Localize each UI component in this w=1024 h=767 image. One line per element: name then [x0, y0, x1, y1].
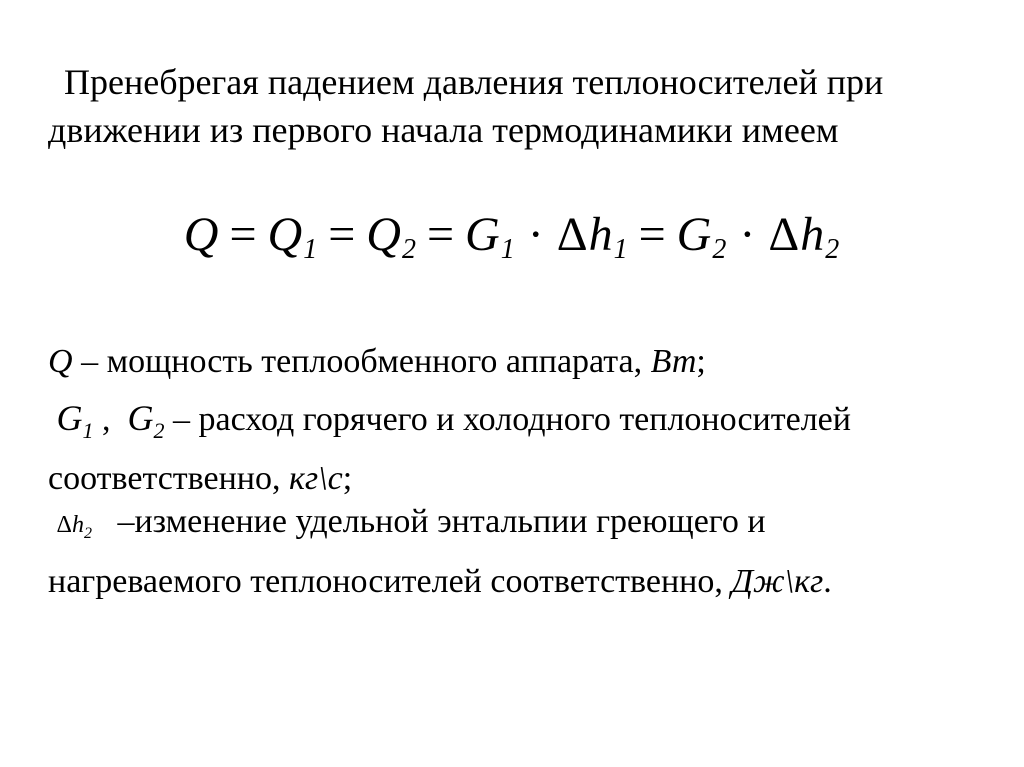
definition-g1-letter: G [56, 398, 83, 438]
formula-g2-sub: 2 [712, 234, 728, 265]
formula-q1: Q [267, 208, 304, 261]
definition-dh-delta: Δ [56, 512, 72, 538]
definition-dh-unit: Дж\кг [731, 562, 824, 600]
formula-eq: = [328, 208, 357, 261]
intro-line-1: Пренебрегая падением давления теплоносителей при [64, 62, 884, 102]
definition-g2-symbol [127, 398, 165, 444]
formula-eq: = [229, 208, 258, 261]
definition-g-text-1: – расход горячего и холодного теплоносителей [164, 401, 851, 438]
definition-dh-letter: h [71, 512, 84, 538]
definition-dh-end: . [823, 562, 832, 600]
definition-g [48, 394, 998, 503]
definition-g-end: ; [342, 460, 353, 498]
definition-dh [48, 498, 998, 606]
definition-dh-text-2: нагреваемого теплоносителей соответственно, [48, 562, 732, 600]
formula-q2-sub: 2 [401, 234, 417, 265]
formula-q2: Q [366, 208, 402, 261]
formula-h2-sub: 2 [825, 234, 841, 265]
definition-q-end: ; [696, 343, 706, 380]
formula-g1: G [465, 208, 501, 261]
definition-dh-text-1: –изменение удельной энтальпии греющего и [91, 503, 766, 540]
definition-q-symbol: Q [48, 343, 73, 380]
definition-g1-symbol [56, 398, 94, 444]
definition-g-unit: кг\с [289, 460, 343, 498]
formula-delta: Δ [556, 208, 589, 261]
formula-h2: h [800, 208, 826, 261]
definition-g-separator: , [93, 401, 128, 438]
definition-q-unit: Вт [650, 343, 697, 380]
formula-q: Q [183, 208, 220, 261]
formula-eq: = [638, 208, 667, 261]
formula-dot: · [739, 208, 757, 261]
formula-dot: · [527, 208, 545, 261]
definition-q [48, 338, 998, 386]
definition-g-text-2: соответственно, [48, 460, 290, 498]
formula-g2: G [676, 208, 713, 261]
formula-h1-sub: 1 [613, 234, 629, 265]
formula-delta: Δ [768, 208, 801, 261]
formula-q1-sub: 1 [303, 234, 319, 265]
definition-g2-sub: 2 [153, 418, 165, 444]
definition-q-text: – мощность теплообменного аппарата, [72, 343, 651, 380]
formula-eq: = [426, 208, 456, 261]
heat-balance-formula [0, 205, 1024, 280]
definition-g1-sub: 1 [82, 418, 94, 444]
definition-g2-letter: G [127, 398, 154, 438]
intro-paragraph [48, 58, 988, 154]
definition-dh-symbol [56, 512, 92, 542]
formula-h1: h [588, 208, 614, 261]
formula-g1-sub: 1 [500, 234, 516, 265]
definition-dh-sub: 2 [83, 524, 92, 542]
intro-line-2: движении из первого начала термодинамики имеем [48, 110, 839, 150]
